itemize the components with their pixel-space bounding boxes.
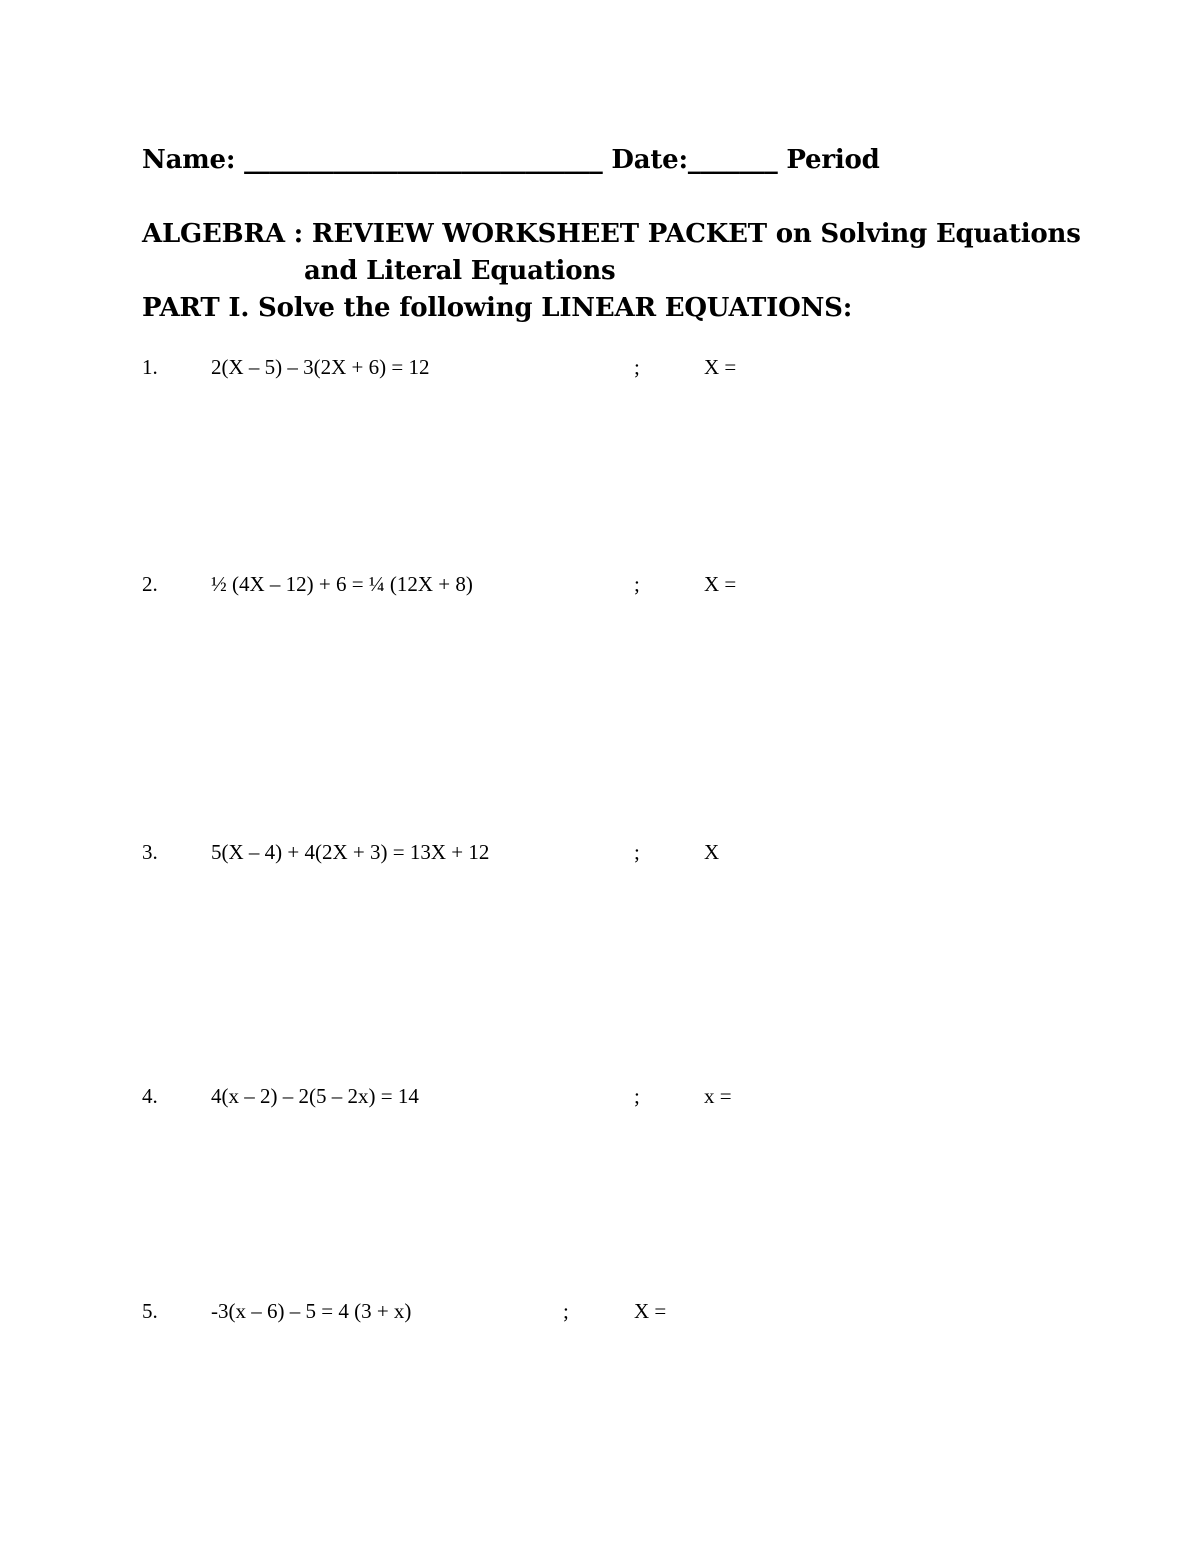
problem-separator: ; [634, 840, 640, 864]
problem-separator: ; [634, 572, 640, 596]
problem-row [0, 569, 1200, 599]
problem-row [0, 352, 1200, 382]
problem-number: 2. [142, 572, 158, 596]
problem-number: 1. [142, 355, 158, 379]
problem-equation: 5(X – 4) + 4(2X + 3) = 13X + 12 [211, 840, 490, 864]
problem-separator: ; [634, 1084, 640, 1108]
problem-equation: 4(x – 2) – 2(5 – 2x) = 14 [211, 1084, 419, 1108]
problem-row [0, 1081, 1200, 1111]
problem-equation: ½ (4X – 12) + 6 = ¼ (12X + 8) [211, 572, 473, 596]
problem-number: 5. [142, 1299, 158, 1323]
answer-label: x = [704, 1084, 732, 1108]
problem-equation: -3(x – 6) – 5 = 4 (3 + x) [211, 1299, 412, 1323]
answer-label: X = [704, 572, 737, 596]
worksheet-title: ALGEBRA : REVIEW WORKSHEET PACKET on Solving Equations [142, 219, 1081, 249]
name-date-period-line: Name: ____________________________ Date:_______ Period [142, 145, 880, 175]
part-title: PART I. Solve the following LINEAR EQUATIONS: [142, 293, 853, 323]
problem-equation: 2(X – 5) – 3(2X + 6) = 12 [211, 355, 430, 379]
answer-label: X [704, 840, 720, 864]
problem-separator: ; [634, 355, 640, 379]
problem-row [0, 837, 1200, 867]
problem-number: 3. [142, 840, 158, 864]
answer-label: X = [634, 1299, 667, 1323]
answer-label: X = [704, 355, 737, 379]
problem-separator: ; [563, 1299, 569, 1323]
problem-number: 4. [142, 1084, 158, 1108]
problem-row [0, 1296, 1200, 1326]
worksheet-title-continued: and Literal Equations [304, 256, 616, 286]
